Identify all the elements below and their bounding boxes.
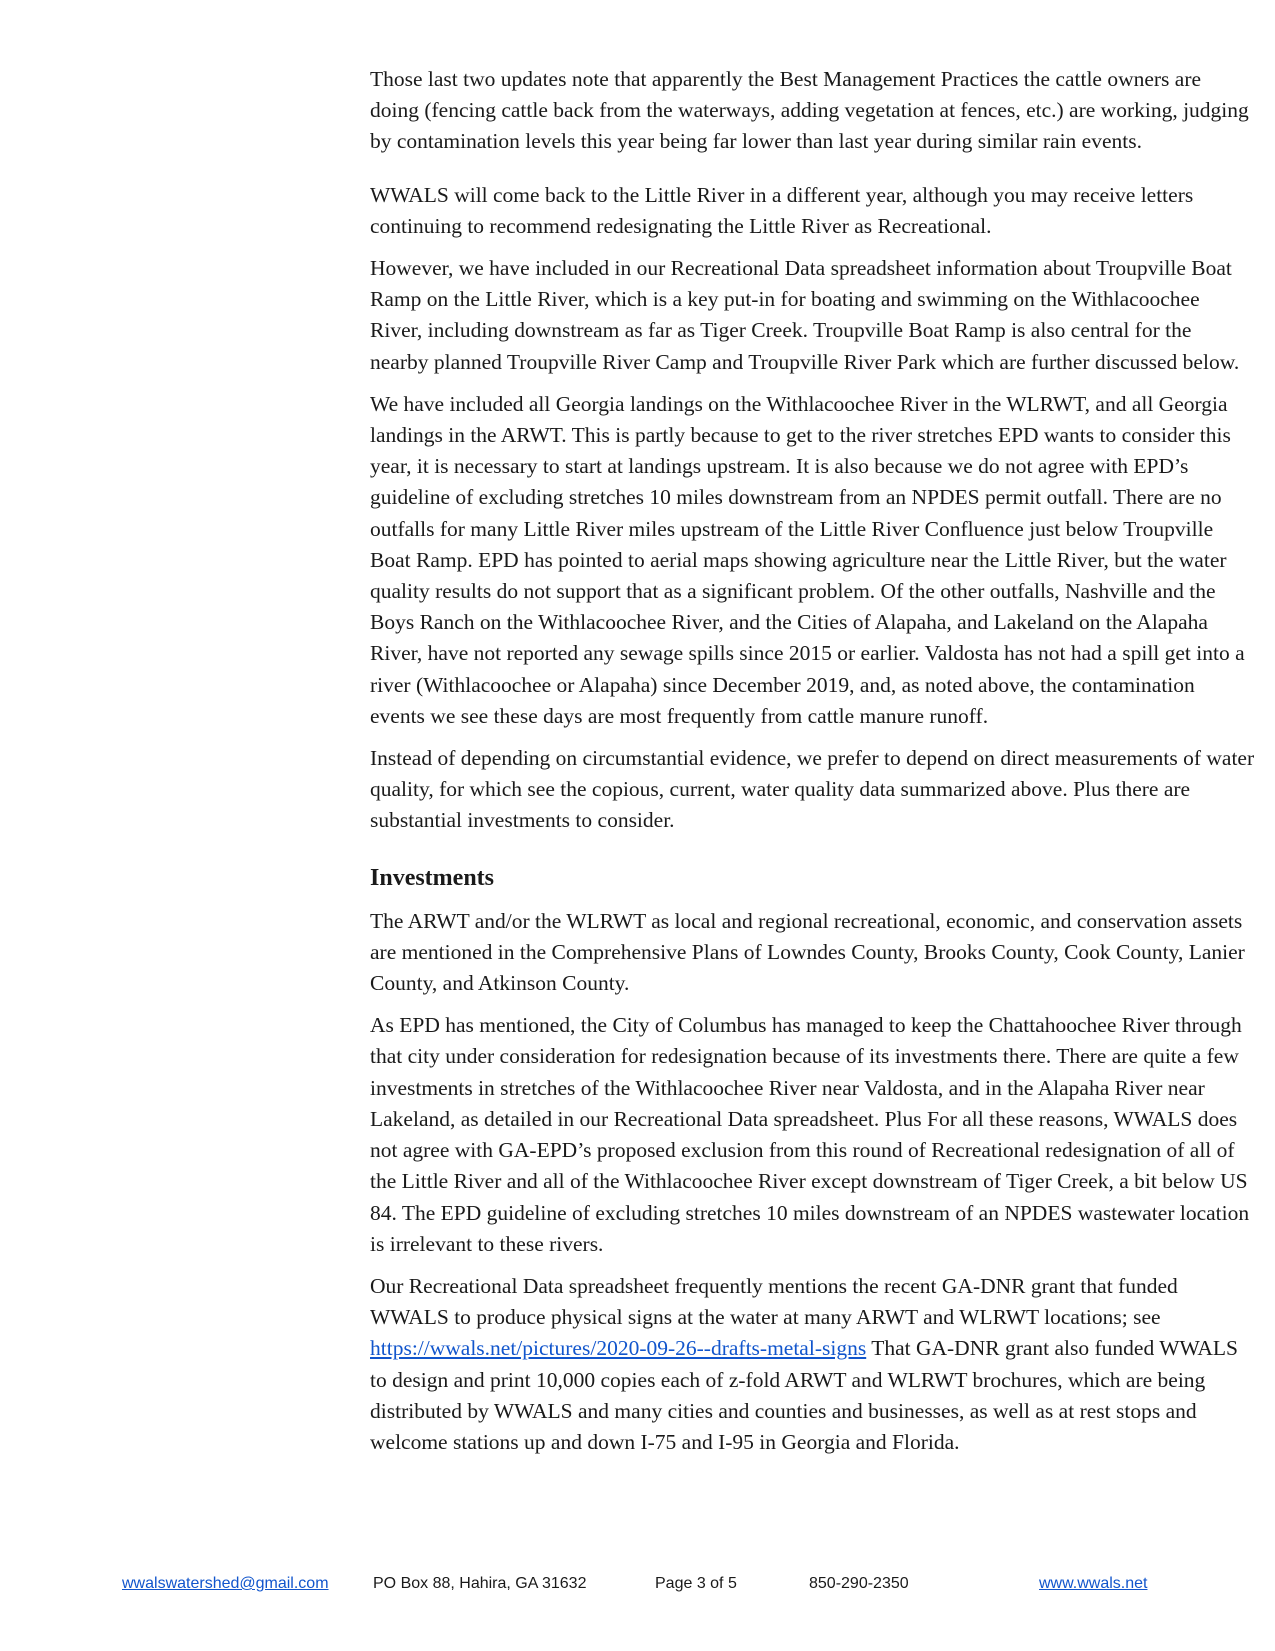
section-heading-investments: Investments [370,864,494,891]
paragraph-comprehensive-plans: The ARWT and/or the WLRWT as local and regional recreational, economic, and conservation assets are mentioned in the Comprehensive Plans of Lowndes County, Brooks County, Cook County, Lanier County, and Atkinson County. [370,908,1245,996]
paragraph-georgia-landings: We have included all Georgia landings on the Withlacoochee River in the WLRWT, and all Georgia landings in the ARWT. This is partly because to get to the river stretches EPD wants to consider this year, it is necessary to start at landings upstream. It is also because we do not agree with EPD’s guideline of excluding stretches 10 miles downstream from an NPDES permit outfall. There are no outfalls for many Little River miles upstream of the Little River Confluence just below Troupville Boat Ramp. EPD has pointed to aerial maps showing agriculture near the Little River, but the water quality results do not support that as a significant problem. Of the other outfalls, Nashville and the Boys Ranch on the Withlacoochee River, and the Cities of Alapaha, and Lakeland on the Alapaha River, have not reported any sewage spills since 2015 or earlier. Valdosta has not had a spill get into a river (Withlacoochee or Alapaha) since December 2019, and, as noted above, the contamination events we see these days are most frequently from cattle manure runoff. [370,391,1245,728]
paragraph-columbus-investments: As EPD has mentioned, the City of Columbus has managed to keep the Chattahoochee River through that city under consideration for redesignation because of its investments there. There are quite a few investments in stretches of the Withlacoochee River near Valdosta, and in the Alapaha River near Lakeland, as detailed in our Recreational Data spreadsheet. Plus For all these reasons, WWALS does not agree with GA-EPD’s proposed exclusion from this round of Recreational redesignation of all of the Little River and all of the Withlacoochee River except downstream of Tiger Creek, a bit below US 84. The EPD guideline of excluding stretches 10 miles downstream of an NPDES wastewater location is irrelevant to these rivers. [370,1013,1250,1256]
paragraph-troupville-boat-ramp: However, we have included in our Recreational Data spreadsheet information about Troupville Boat Ramp on the Little River, which is a key put-in for boating and swimming on the Withlacoochee River, including downstream as far as Tiger Creek. Troupville Boat Ramp is also central for the nearby planned Troupville River Camp and Troupville River Park which are further discussed below. [370,256,1240,374]
paragraph-ga-dnr-grant [370,1271,1255,1458]
paragraph-little-river-return: WWALS will come back to the Little River in a different year, although you may receive letters continuing to recommend redesignating the Little River as Recreational. [370,182,1194,238]
footer-phone: 850-290-2350 [809,1575,909,1592]
footer-address: PO Box 88, Hahira, GA 31632 [373,1575,587,1592]
grant-text-before-link: Our Recreational Data spreadsheet frequently mentions the recent GA-DNR grant that funded WWALS to produce physical signs at the water at many ARWT and WLRWT locations; see [370,1273,1178,1330]
document-body [370,64,1255,1469]
grant-text-after-link: That GA-DNR grant also funded WWALS to design and print 10,000 copies each of z-fold ARWT and WLRWT brochures, which are being distributed by WWALS and many cities and counties and businesses, as well as at rest stops and welcome stations up and down I-75 and I-95 in Georgia and Florida. [370,1336,1239,1454]
page-footer [0,1575,1275,1599]
metal-signs-link[interactable]: https://wwals.net/pictures/2020-09-26--drafts-metal-signs [370,1336,867,1361]
footer-website-link[interactable]: www.wwals.net [1039,1575,1148,1592]
paragraph-direct-measurements: Instead of depending on circumstantial evidence, we prefer to depend on direct measurements of water quality, for which see the copious, current, water quality data summarized above. Plus there are substantial investments to consider. [370,746,1255,833]
footer-page-number: Page 3 of 5 [655,1575,737,1592]
paragraph-bmp-updates: Those last two updates note that apparently the Best Management Practices the cattle owners are doing (fencing cattle back from the waterways, adding vegetation at fences, etc.) are working, judging by contamination levels this year being far lower than last year during similar rain events. [370,67,1249,154]
footer-email-link[interactable]: wwalswatershed@gmail.com [122,1575,329,1592]
